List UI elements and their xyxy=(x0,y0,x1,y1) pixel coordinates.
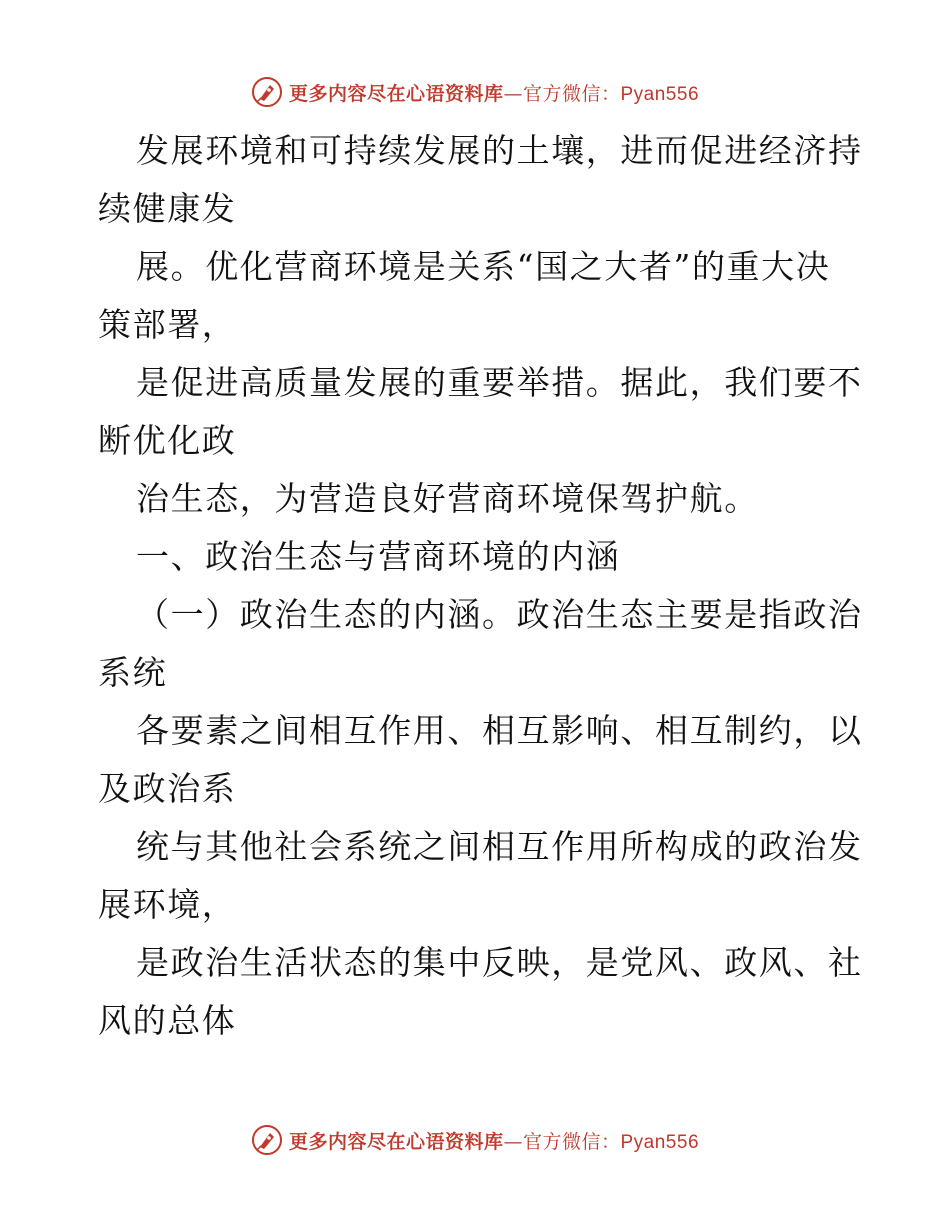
watermark-separator: — xyxy=(503,1130,523,1153)
body-line: 风的总体 xyxy=(98,1001,237,1040)
watermark-main-text: 更多内容尽在心语资料库 xyxy=(288,82,504,105)
body-line: 系统 xyxy=(98,653,168,692)
watermark-main-text: 更多内容尽在心语资料库 xyxy=(288,1130,504,1153)
watermark-wechat-label: 官方微信： xyxy=(522,1130,621,1153)
subsection-heading-line: （一）政治生态的内涵。政治生态主要是指政治 xyxy=(136,595,863,634)
section-heading: 一、政治生态与营商环境的内涵 xyxy=(136,537,621,576)
watermark-text xyxy=(289,79,699,106)
body-line: 断优化政 xyxy=(98,421,237,460)
header-watermark-banner xyxy=(0,72,950,112)
watermark-wechat-id: Pyan556 xyxy=(620,83,700,105)
body-line: 续健康发 xyxy=(98,189,237,228)
body-line: 及政治系 xyxy=(98,769,237,808)
body-line: 治生态，为营造良好营商环境保驾护航。 xyxy=(136,479,759,518)
pen-nib-icon xyxy=(251,1124,283,1156)
watermark-separator: — xyxy=(503,82,523,105)
watermark-wechat-label: 官方微信： xyxy=(522,82,621,105)
body-line: 策部署， xyxy=(98,305,237,344)
watermark-text xyxy=(289,1127,699,1154)
watermark-wechat-id: Pyan556 xyxy=(620,1131,700,1153)
body-line: 统与其他社会系统之间相互作用所构成的政治发 xyxy=(136,827,863,866)
body-line: 发展环境和可持续发展的土壤，进而促进经济持 xyxy=(136,131,863,170)
body-line: 是促进高质量发展的重要举措。据此，我们要不 xyxy=(136,363,863,402)
pen-nib-icon xyxy=(251,76,283,108)
footer-watermark-banner xyxy=(0,1120,950,1160)
body-line: 展。优化营商环境是关系“国之大者”的重大决 xyxy=(136,247,831,286)
document-body xyxy=(98,122,863,1050)
body-line: 展环境， xyxy=(98,885,237,924)
body-line: 各要素之间相互作用、相互影响、相互制约，以 xyxy=(136,711,863,750)
body-line: 是政治生活状态的集中反映，是党风、政风、社 xyxy=(136,943,863,982)
